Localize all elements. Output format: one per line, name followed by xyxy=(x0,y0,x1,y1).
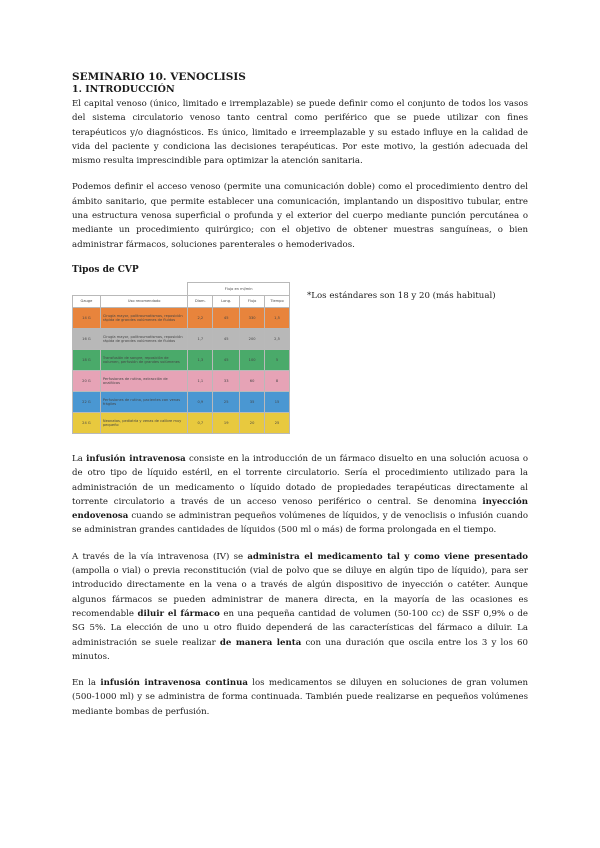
text-run: en una pequeña cantidad de volumen (50-100 cc) de SSF 0,9% o de SG 5%. La elección de uno u otro fluido dependerá de las características del fármaco a diluir. La administración se suele realizar xyxy=(72,608,528,648)
cvp-gauge-cell: 22 G xyxy=(73,391,101,412)
term-administra-medicamento: administra el medicamento tal y como viene presentado xyxy=(247,551,528,562)
cvp-value-cell: 25 xyxy=(265,412,290,433)
section-heading-introduccion: 1. INTRODUCCIÓN xyxy=(72,84,175,95)
cvp-value-cell: 100 xyxy=(240,349,265,370)
cvp-col-header: Long. xyxy=(213,295,240,307)
cvp-row xyxy=(73,391,290,412)
text-run: La xyxy=(72,453,87,464)
paragraph-capital-venoso: El capital venoso (único, limitado e irremplazable) se puede definir como el conjunto de todos los vasos del sistema circulatorio venoso tanto central como periférico que se puede utilizar con fines terapéuticos y/o diagnósticos. Es único, limitado e irreemplazable y su estado influye en la calidad de vida del paciente y condiciona las decisiones terapéuticas. Por este motivo, la gestión adecuada del mismo resulta imprescindible para optimizar la atención sanitaria. xyxy=(72,99,528,167)
cvp-value-cell: 33 xyxy=(213,370,240,391)
cvp-table xyxy=(72,282,290,434)
term-infusion-continua: infusión intravenosa continua xyxy=(100,678,248,689)
cvp-value-cell: 45 xyxy=(213,307,240,328)
cvp-section xyxy=(72,282,528,444)
cvp-desc-cell: Transfusión de sangre, reposición de volumen, perfusión de grandes volúmenes xyxy=(100,349,188,370)
cvp-value-cell: 45 xyxy=(213,349,240,370)
cvp-row xyxy=(73,412,290,433)
cvp-value-cell: 45 xyxy=(213,328,240,349)
paragraph-acceso-venoso: Podemos definir el acceso venoso (permite una comunicación doble) como el procedimiento dentro del ámbito sanitario, que permite establecer una comunicación, implantando un dispositivo tubular, entre una estructura venosa superficial o profunda y el exterior del cuerpo mediante punción percutánea o mediante un procedimiento quirúrgico; con el objetivo de obtener muestras sanguíneas, o bien administrar fármacos, soluciones parenterales o hemoderivados. xyxy=(72,182,528,250)
cvp-heading: Tipos de CVP xyxy=(72,264,139,275)
term-manera-lenta: de manera lenta xyxy=(219,637,302,648)
cvp-gauge-cell: 14 G xyxy=(73,307,101,328)
text-run: En la xyxy=(72,678,101,689)
cvp-row xyxy=(73,307,290,328)
cvp-value-cell: 0,7 xyxy=(188,412,213,433)
term-inyeccion-endovenosa: inyección endovenosa xyxy=(72,496,528,522)
cvp-value-cell: 2,2 xyxy=(188,307,213,328)
cvp-value-cell: 8 xyxy=(265,370,290,391)
paragraph-infusion-intravenosa xyxy=(72,452,528,538)
cvp-desc-cell: Neonatos, pediatría y venas de calibre muy pequeño xyxy=(100,412,188,433)
cvp-value-cell: 35 xyxy=(240,391,265,412)
term-infusion-intravenosa: infusión intravenosa xyxy=(86,453,186,464)
text-run: consiste en la introducción de un fármaco disuelto en una solución acuosa o de otro tipo de líquido estéril, en el torrente circulatorio. Sería el procedimiento utilizado para la administración de un medicamento o líquido dotado de propiedades terapéuticas directamente al torrente circulatorio a través de un acceso venoso periférico o central. Se denomina xyxy=(72,453,529,507)
term-diluir-farmaco: diluir el fármaco xyxy=(137,608,220,619)
text-run: los medicamentos se diluyen en soluciones de gran volumen (500-1000 ml) y se administra de forma continuada. También puede realizarse en pequeños volúmenes mediante bombas de perfusión. xyxy=(72,678,528,717)
cvp-value-cell: 200 xyxy=(240,328,265,349)
text-run: con una duración que oscila entre los 3 y los 60 minutos. xyxy=(72,637,528,662)
paragraph-infusion-continua xyxy=(72,676,528,719)
cvp-col-header: Tiempo xyxy=(265,295,290,307)
cvp-desc-cell: Perfusiones de rutina, pacientes con venas frágiles xyxy=(100,391,188,412)
cvp-col-header: Diam. xyxy=(188,295,213,307)
cvp-col-header: Flujo xyxy=(240,295,265,307)
text-run: (ampolla o vial) o previa reconstitución (vial de polvo que se diluye en algún tipo de líquido), para ser introducido directamente en la vena o a través de algún dispositivo de inyección o catéter. Aunque algunos fármacos se pueden administrar de manera directa, en la mayoría de las ocasiones es recomendable xyxy=(72,566,528,619)
cvp-gauge-cell: 20 G xyxy=(73,370,101,391)
cvp-value-cell: 19 xyxy=(213,412,240,433)
cvp-standards-note: *Los estándares son 18 y 20 (más habitual) xyxy=(307,290,496,301)
cvp-value-cell: 1,3 xyxy=(188,349,213,370)
cvp-group-header: Flujo en ml/min xyxy=(188,282,290,295)
cvp-value-cell: 25 xyxy=(213,391,240,412)
text-run: A través de la vía intravenosa (IV) se xyxy=(72,551,248,562)
cvp-desc-cell: Cirugía mayor, politraumatismos, reposición rápida de grandes volúmenes de fluidos xyxy=(100,328,188,349)
cvp-value-cell: 330 xyxy=(240,307,265,328)
cvp-row xyxy=(73,328,290,349)
cvp-value-cell: 20 xyxy=(240,412,265,433)
cvp-gauge-cell: 24 G xyxy=(73,412,101,433)
document-page xyxy=(72,71,528,719)
cvp-value-cell: 60 xyxy=(240,370,265,391)
cvp-value-cell: 1,5 xyxy=(265,307,290,328)
cvp-col-header: Gauge xyxy=(73,295,101,307)
cvp-col-header: Uso recomendado xyxy=(100,295,188,307)
paragraph-via-intravenosa xyxy=(72,550,528,664)
cvp-row xyxy=(73,370,290,391)
cvp-row xyxy=(73,349,290,370)
document-title: SEMINARIO 10. VENOCLISIS xyxy=(72,71,246,83)
cvp-gauge-cell: 18 G xyxy=(73,349,101,370)
cvp-desc-cell: Perfusiones de rutina, extracción de analíticas xyxy=(100,370,188,391)
cvp-value-cell: 15 xyxy=(265,391,290,412)
cvp-desc-cell: Cirugía mayor, politraumatismos, reposición rápida de grandes volúmenes de fluidos xyxy=(100,307,188,328)
cvp-value-cell: 5 xyxy=(265,349,290,370)
cvp-value-cell: 1,1 xyxy=(188,370,213,391)
cvp-value-cell: 1,7 xyxy=(188,328,213,349)
cvp-value-cell: 0,9 xyxy=(188,391,213,412)
cvp-value-cell: 2,5 xyxy=(265,328,290,349)
text-run: cuando se administran pequeños volúmenes de líquidos, y de venoclisis o infusión cuando se administran grandes cantidades de líquidos (500 ml o más) de forma prolongada en el tiempo. xyxy=(72,511,528,536)
cvp-gauge-cell: 16 G xyxy=(73,328,101,349)
